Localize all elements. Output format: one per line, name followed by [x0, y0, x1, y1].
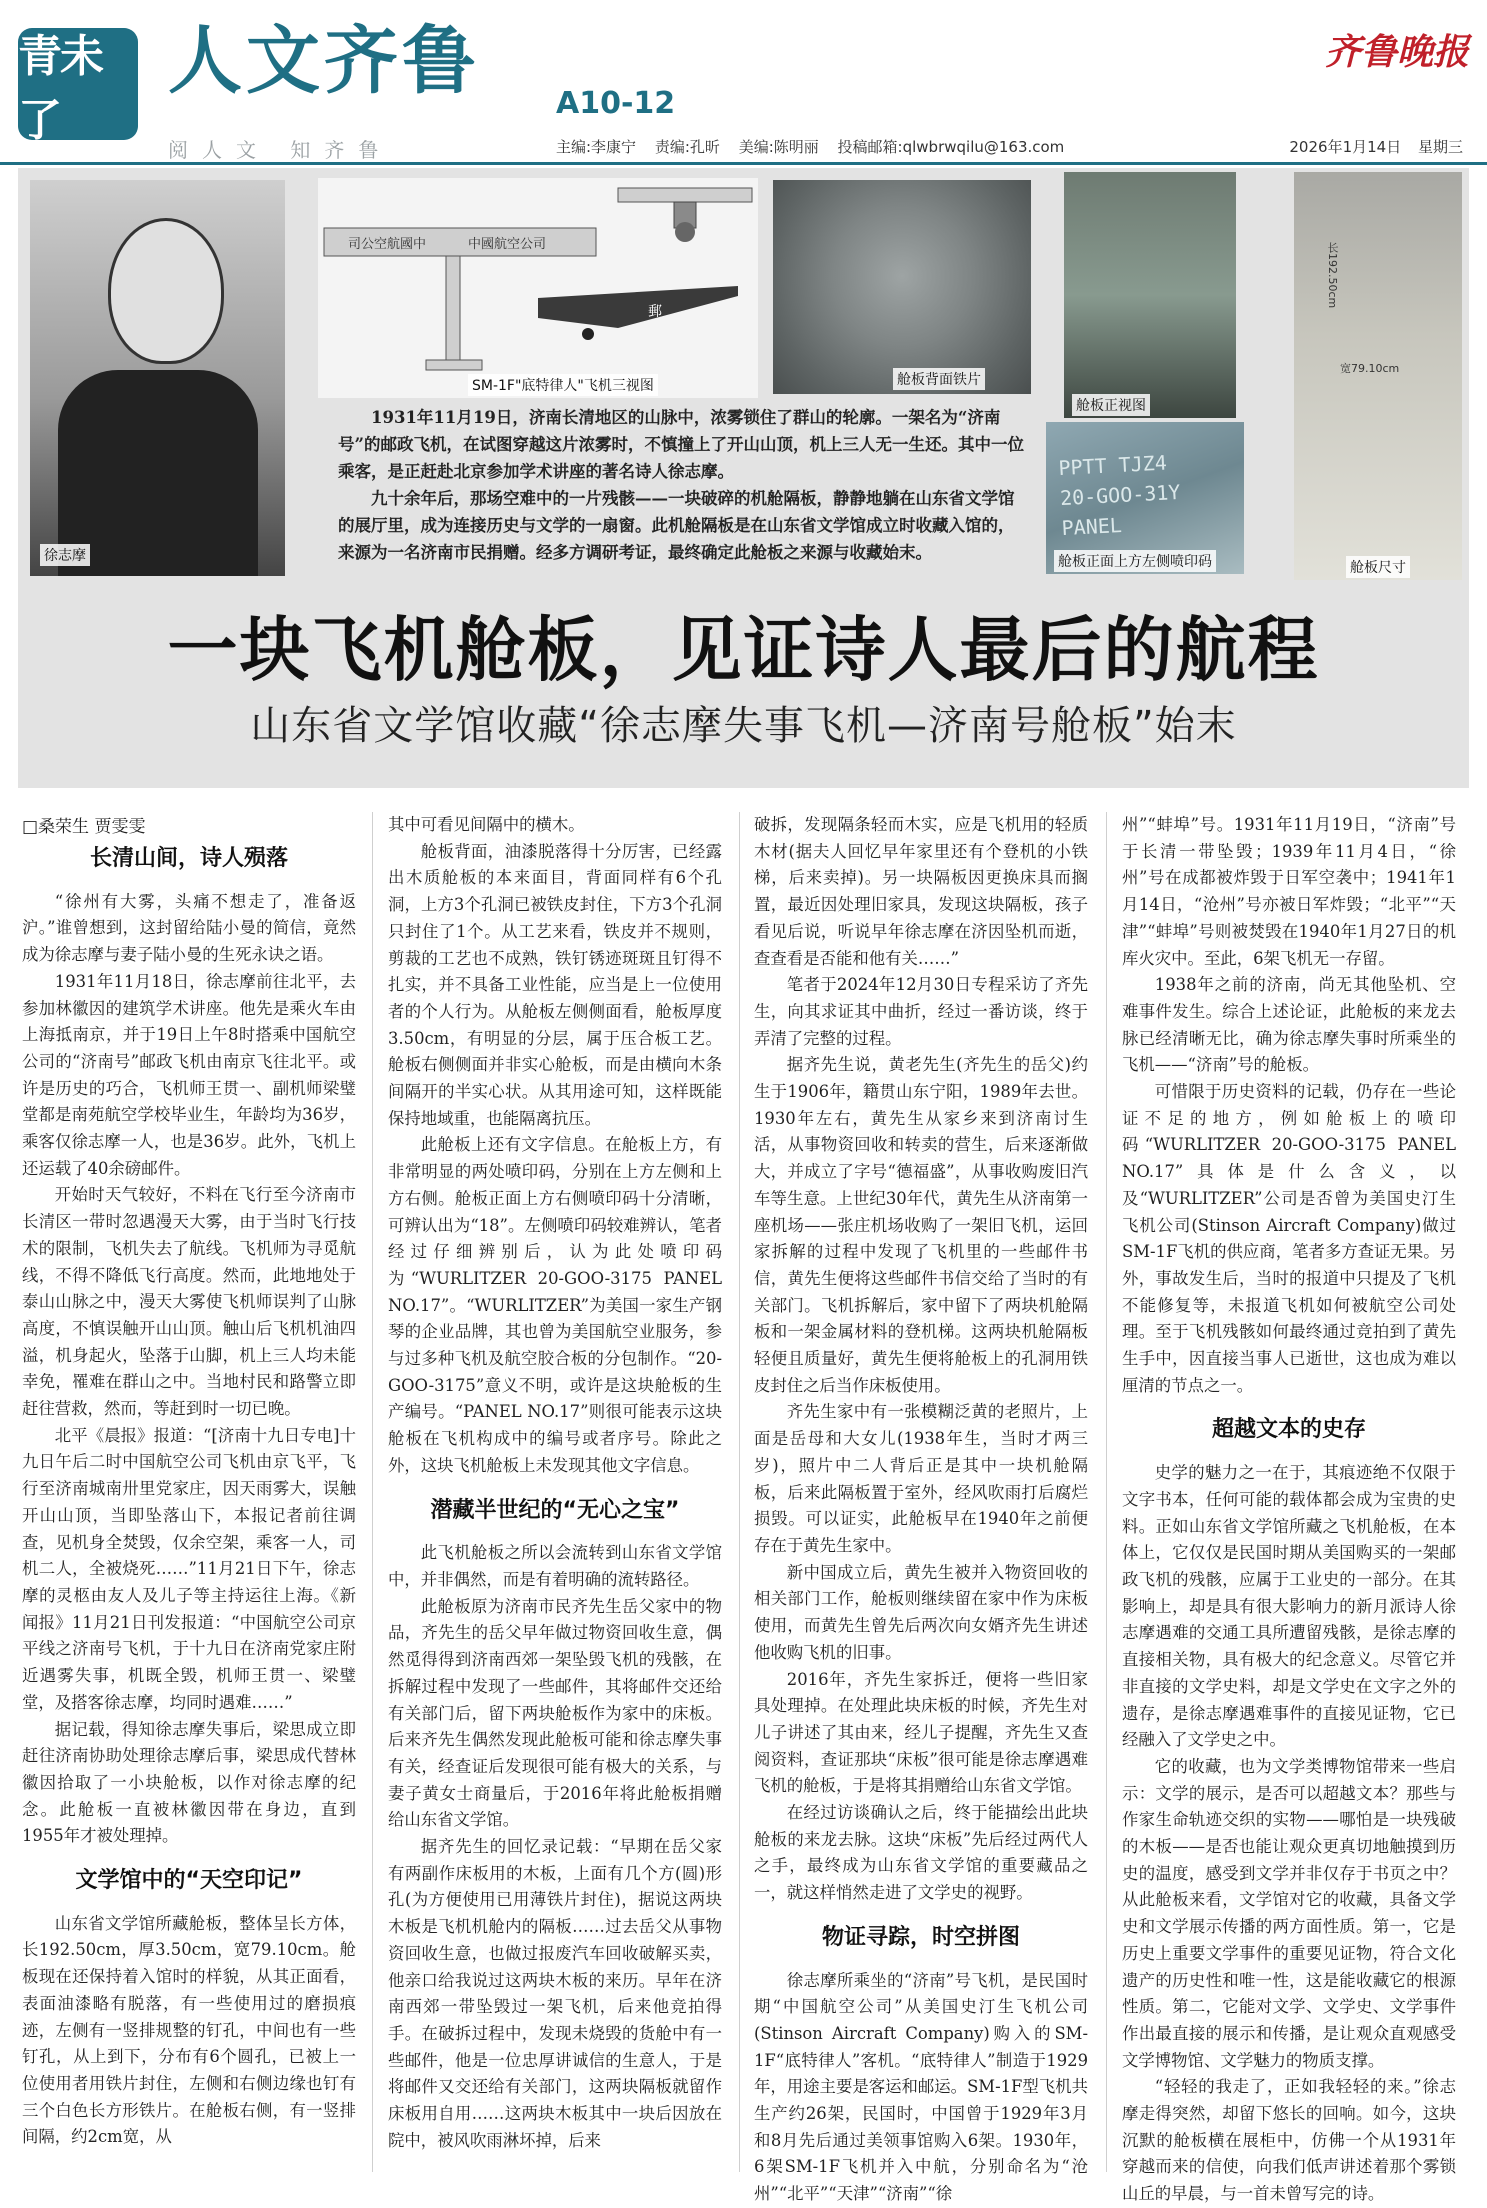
banner-intro [338, 404, 1028, 566]
section-heading: 文学馆中的“天空印记” [75, 1868, 303, 1894]
caption-front: 舱板正视图 [1072, 394, 1150, 416]
body-paragraph: 1931年11月18日，徐志摩前往北平，去参加林徽因的建筑学术讲座。他先是乘火车由上海抵南京，并于19日上午8时搭乘中国航空公司的“济南号”邮政飞机由南京飞往北平。或许是历史的巧合，飞机师王贯一、副机师梁璧堂都是南苑航空学校毕业生，年龄均为36岁，乘客仅徐志摩一人，也是36岁。此外，飞机上还运载了40余磅邮件。 [22, 971, 356, 1178]
stamp-line-3: PANEL [1061, 512, 1123, 541]
body-paragraph: 笔者于2024年12月30日专程采访了齐先生，向其求证其中曲折，经过一番访谈，终于弄清了完整的过程。 [754, 975, 1088, 1048]
plate-back-photo [773, 180, 1031, 394]
size-length: 长192.50cm [1326, 242, 1339, 309]
column-rule [372, 812, 373, 2172]
column-logo [18, 28, 138, 146]
plate-front-photo [1064, 172, 1236, 418]
stamp-code-text [1058, 447, 1183, 543]
body-paragraph: 新中国成立后，黄先生被并入物资回收的相关部门工作，舱板则继续留在家中作为床板使用，而黄先生曾先后两次向女婿齐先生讲述他收购飞机的旧事。 [754, 1562, 1088, 1662]
body-paragraph: 此舱板上还有文字信息。在舱板上方，有非常明显的两处喷印码，分别在上方左侧和上方右侧。舱板正面上方右侧喷印码十分清晰，可辨认出为“18”。左侧喷印码较难辨认，笔者经过仔细辨别后，认为此处喷印码为“WURLITZER 20-GOO-3175 PANEL NO.17”。“WURLITZER”为美国一家生产钢琴的企业品牌，其也曾为美国航空业服务，参与过多种飞机及航空胶合板的分包制作。“20-GOO-3175”意义不明，或许是这块舱板的生产编号。“PANEL NO.17”则很可能表示这块舱板在飞机构成中的编号或者序号。除此之外，这块飞机舱板上未发现其他文字信息。 [388, 1135, 722, 1475]
section-title: 人文齐鲁 [168, 18, 480, 104]
caption-size: 舱板尺寸 [1346, 556, 1410, 578]
caption-plate-back: 舱板背面铁片 [893, 368, 985, 390]
body-paragraph: 它的收藏，也为文学类博物馆带来一些启示：文学的展示，是否可以超越文本？那些与作家生命轨迹交织的实物——哪怕是一块残破的木板——是否也能让观众更真切地触摸到历史的温度，感受到文学并非仅存于书页之中？从此舱板来看，文学馆对它的收藏，具备文学史和文学展示传播的两方面性质。第一，它是历史上重要文学事件的重要见证物，符合文化遗产的历史性和唯一性，这是能收藏它的根源性质。第二，它能对文学、文学史、文学事件作出最直接的展示和传播，是让观众直观感受文学博物馆、文学魅力的物质支撑。 [1122, 1756, 1456, 2070]
plane-side-view [538, 286, 738, 328]
intro-paragraph: 九十余年后，那场空难中的一片残骸——一块破碎的机舱隔板，静静地躺在山东省文学馆的展厅里，成为连接历史与文学的一扇窗。此机舱隔板是在山东省文学馆成立时收藏入馆的，来源为一名济南市民捐赠。经多方调研考证，最终确定此舱板之来源与收藏始末。 [338, 489, 1015, 562]
column-rule [739, 812, 740, 2172]
headline: 一块飞机舱板，见证诗人最后的航程 [167, 608, 1320, 691]
body-paragraph: 其中可看见间隔中的横木。 [388, 815, 585, 834]
section-heading: 潜藏半世纪的“无心之宝” [430, 1497, 680, 1523]
body-paragraph: 徐志摩所乘坐的“济南”号飞机，是民国时期“中国航空公司”从美国史汀生飞机公司(Stinson Aircraft Company)购入的SM-1F“底特律人”客机。“底特律人”制造于1929年，用途主要是客运和邮运。SM-1F型飞机共生产约26架，民国时，中国曾于1929年3月和8月先后通过美领事馆购入6架。1930年，6架SM-1F飞机并入中航，分别命名为“沧州”“北平”“天津”“济南”“徐 [754, 1970, 1088, 2204]
body-paragraph: 此飞机舱板之所以会流转到山东省文学馆中，并非偶然，而是有着明确的流转路径。 [388, 1543, 722, 1589]
size-width: 宽79.10cm [1340, 362, 1400, 375]
column-4 [1122, 812, 1456, 2208]
plane-drawing [318, 178, 758, 398]
art-editor: 美编:陈明丽 [738, 138, 819, 156]
column-logo-text: 青未了 [18, 31, 102, 146]
body-paragraph: 可惜限于历史资料的记载，仍存在一些论证不足的地方，例如舱板上的喷印码“WURLITZER 20-GOO-3175 PANEL NO.17”具体是什么含义，以及“WURLITZER”公司是否曾为美国史汀生飞机公司(Stinson Aircraft Company)做过SM-1F飞机的供应商，笔者多方查证无果。另外，事故发生后，当时的报道中只提及了飞机不能修复等，未报道飞机如何被航空公司处理。至于飞机残骸如何最终通过竞拍到了黄先生手中，因直接当事人已逝世，这也成为难以厘清的节点之一。 [1122, 1082, 1456, 1395]
editor: 主编:李康宁 [556, 138, 637, 156]
body-paragraph: 破拆，发现隔条轻而木实，应是飞机用的轻质木材(据夫人回忆早年家里还有个登机的小铁梯，后来卖掉)。另一块隔板因更换床具而搁置，最近因处理旧家具，发现这块隔板，孩子看见后说，听说早年徐志摩在济因坠机而逝，查查看是否能和他有关……” [754, 815, 1088, 968]
body-paragraph: 山东省文学馆所藏舱板，整体呈长方体，长192.50cm，厚3.50cm，宽79.10cm。舱板现在还保持着入馆时的样貌，从其正面看，表面油漆略有脱落，有一些使用过的磨损痕迹，左侧有一竖排规整的钉孔，中间也有一些钉孔，从上到下，分布有6个圆孔，已被上一位使用者用铁片封住，左侧和右侧边缘也钉有三个白色长方形铁片。在舱板右侧，有一竖排间隔，约2cm宽，从 [22, 1913, 356, 2147]
body-paragraph: 舱板背面，油漆脱落得十分厉害，已经露出木质舱板的本来面目，背面同样有6个孔洞，上方3个孔洞已被铁皮封住，下方3个孔洞只封住了1个。从工艺来看，铁皮并不规则，剪裁的工艺也不成熟，铁钉锈迹斑斑且钉得不扎实，并不具备工业性能，应当是上一位使用者的个人行为。从舱板左侧侧面看，舱板厚度3.50cm，有明显的分层，属于压合板工艺。舱板右侧侧面并非实心舱板，而是由横向木条间隔开的半实心状。从其用途可知，这样既能保持地域重，也能隔离抗压。 [388, 841, 722, 1128]
body-paragraph: 州”“蚌埠”号。1931年11月19日，“济南”号于长清一带坠毁；1939年11月4日，“徐州”号在成都被炸毁于日军空袭中；1941年1月14日，“沧州”号亦被日军炸毁；“北平”“天津”“蚌埠”号则被焚毁在1940年1月27日的机库火灾中。至此，6架飞机无一存留。 [1122, 815, 1456, 968]
wing-front-view [618, 188, 752, 202]
section-heading: 超越文本的史存 [1211, 1417, 1366, 1443]
caption-plane: SM-1F"底特律人"飞机三视图 [468, 374, 658, 396]
stamp-code-photo [1046, 422, 1244, 574]
body-paragraph: 2016年，齐先生家拆迁，便将一些旧家具处理掉。在处理此块床板的时候，齐先生对儿子讲述了其由来，经儿子提醒，齐先生又查阅资料，查证那块“床板”很可能是徐志摩遇难飞机的舱板，于是将其捐赠给山东省文学馆。 [754, 1669, 1088, 1796]
caption-stamp: 舱板正面上方左侧喷印码 [1054, 550, 1216, 572]
wing-text-b: 中國航空公司 [468, 237, 547, 252]
subheadline: 山东省文学馆收藏“徐志摩失事飞机—济南号舱板”始末 [250, 703, 1237, 749]
body-paragraph: “轻轻的我走了，正如我轻轻的来。”徐志摩走得突然，却留下悠长的回响。如今，这块沉默的舱板横在展柜中，仿佛一个从1931年穿越而来的信使，向我们低声讲述着那个雾锁山丘的早晨，与一首未曾写完的诗。 [1122, 2077, 1456, 2204]
wheel-side-view [582, 328, 594, 340]
engine-front-view [675, 222, 695, 242]
body-paragraph: 在经过访谈确认之后，终于能描绘出此块舱板的来龙去脉。这块“床板”先后经过两代人之手，最终成为山东省文学馆的重要藏品之一，就这样悄然走进了文学史的视野。 [754, 1803, 1088, 1903]
body-paragraph: 开始时天气较好，不料在飞行至今济南市长清区一带时忽遇漫天大雾，由于当时飞行技术的限制，飞机失去了航线。飞机师为寻觅航线，不得不降低飞行高度。然而，此地地处于泰山山脉之中，漫天大雾使飞机师误判了山脉高度，不慎误触开山山顶。触山后飞机机油四溢，机身起火，坠落于山脚，机上三人均未能幸免，罹难在群山之中。当地村民和路警立即赶往营救，然而，等赶到时一切已晚。 [22, 1185, 356, 1419]
duty-editor: 责编:孔昕 [654, 138, 720, 156]
section-heading: 长清山间，诗人殒落 [89, 846, 288, 871]
section-slogan: 阅人文 知齐鲁 [168, 138, 393, 162]
body-paragraph: “徐州有大雾，头痛不想走了，准备返沪。”谁曾想到，这封留给陆小曼的简信，竟然成为徐志摩与妻子陆小曼的生死永诀之语。 [22, 891, 356, 965]
caption-portrait: 徐志摩 [40, 544, 90, 566]
wing-text-a: 司公空航國中 [348, 237, 427, 252]
issue-date [1277, 136, 1463, 157]
page-number: A10-12 [556, 86, 676, 121]
body-paragraph: 据齐先生的回忆录记载：“早期在岳父家有两副作床板用的木板，上面有几个方(圆)形孔(为方便使用已用薄铁片封住)，据说这两块木板是飞机机舱内的隔板……过去岳父从事物资回收生意，也做过报废汽车回收破解买卖，他亲口给我说过这两块木板的来历。早年在济南西郊一带坠毁过一架飞机，后来他竞拍得手。在破拆过程中，发现未烧毁的货舱中有一些邮件，他是一位忠厚讲诚信的生意人，于是将邮件又交还给有关部门，这两块隔板就留作床板用自用……这两块木板其中一块后因放在院中，被风吹雨淋坏掉，后来 [388, 1837, 722, 2150]
stamp-line-1: PPTT TJZ4 [1057, 450, 1168, 481]
portrait-head-shape [108, 218, 224, 364]
fuselage-top-view [446, 256, 460, 366]
body-paragraph: 1938年之前的济南，尚无其他坠机、空难事件发生。综合上述论证，此舱板的来龙去脉已经清晰无比，确为徐志摩失事时所乘坐的飞机——“济南”号的舱板。 [1122, 975, 1456, 1075]
plane-three-view [318, 178, 758, 398]
body-paragraph: 据齐先生说，黄老先生(齐先生的岳父)约生于1906年，籍贯山东宁阳，1989年去世。1930年左右，黄先生从家乡来到济南讨生活，从事物资回收和转卖的营生，后来逐渐做大，并成立了字号“德福盛”，从事收购废旧汽车等生意。上世纪30年代，黄先生从济南第一座机场——张庄机场收购了一架旧飞机，运回家拆解的过程中发现了飞机里的一些邮件书信，黄先生便将这些邮件书信交给了当时的有关部门。飞机拆解后，家中留下了两块机舱隔板和一架金属材料的登机梯。这两块机舱隔板轻便且质量好，黄先生便将舱板上的孔洞用铁皮封住之后当作床板使用。 [754, 1055, 1088, 1395]
body-paragraph: 此舱板原为济南市民齐先生岳父家中的物品，齐先生的岳父早年做过物资回收生意，偶然觅得得到济南西郊一架坠毁飞机的残骸，在拆解过程中发现了一些邮件，其将邮件交还给有关部门后，留下两块舱板作为家中的床板。后来齐先生偶然发现此舱板可能和徐志摩失事有关，经查证后发现很可能有极大的关系，与妻子黄女士商量后，于2016年将此舱板捐赠给山东省文学馆。 [388, 1596, 722, 1830]
newspaper-name: 齐鲁晚报 [1324, 31, 1469, 73]
section-heading: 物证寻踪，时空拼图 [821, 1924, 1020, 1950]
column-rule [1106, 812, 1107, 2172]
intro-paragraph: 1931年11月19日，济南长清地区的山脉中，浓雾锁住了群山的轮廓。一架名为“济南号”的邮政飞机，在试图穿越这片浓雾时，不慎撞上了开山山顶，机上三人无一生还。其中一位乘客，是正赶赴北京参加学术讲座的著名诗人徐志摩。 [338, 408, 1024, 481]
stamp-line-2: 20-GOO-31Y [1059, 479, 1181, 511]
tail-top-view [426, 360, 482, 370]
body-paragraph: 齐先生家中有一张模糊泛黄的老照片，上面是岳母和大女儿(1938年生，当时才两三岁)，照片中二人背后正是其中一块机舱隔板，后来此隔板置于室外，经风吹雨打后腐烂损毁。可以证实，此舱板早在1940年之前便存在于黄先生家中。 [754, 1402, 1088, 1555]
column-2 [388, 812, 722, 2154]
weekday: 星期三 [1417, 138, 1463, 156]
body-paragraph: 史学的魅力之一在于，其痕迹绝不仅限于文字书本，任何可能的载体都会成为宝贵的史料。正如山东省文学馆所藏之飞机舱板，在本体上，它仅仅是民国时期从美国购买的一架邮政飞机的残骸，应属于工业史的一部分。在其影响上，却是具有很大影响力的新月派诗人徐志摩遇难的交通工具所遭留残骸，是徐志摩的直接相关物，具有极大的纪念意义。尽管它并非直接的文学史料，却是文学史在文字之外的遗存，是徐志摩遇难事件的直接见证物，它已经融入了文学史之中。 [1122, 1463, 1456, 1750]
date: 2026年1月14日 [1289, 138, 1402, 156]
submission-email: 投稿邮箱:qlwbrwqilu@163.com [837, 138, 1065, 156]
column-1 [22, 846, 356, 2151]
plane-mark: 郵 [648, 304, 662, 320]
column-3 [754, 812, 1088, 2208]
plate-size-photo [1294, 172, 1462, 580]
masthead-rule [0, 162, 1487, 165]
body-paragraph: 据记载，得知徐志摩失事后，梁思成立即赶往济南协助处理徐志摩后事，梁思成代替林徽因拾取了一小块舱板，以作对徐志摩的纪念。此舱板一直被林徽因带在身边，直到1955年才被处理掉。 [22, 1719, 356, 1846]
byline: □桑荣生 贾雯雯 [22, 817, 146, 837]
portrait-photo [30, 180, 285, 576]
feature-banner [18, 168, 1469, 788]
editorial-credits [556, 136, 1078, 157]
body-paragraph: 北平《晨报》报道：“[济南十九日专电]十九日午后二时中国航空公司飞机由京飞平，飞行至济南城南卅里党家庄，因天雨雾大，误触开山山顶，当即坠落山下，本报记者前往调查，见机身全焚毁，仅余空架，乘客一人，司机二人，全被烧死……”11月21日下午，徐志摩的灵柩由友人及儿子等主持运往上海。《新闻报》11月21日刊发报道：“中国航空公司京平线之济南号飞机，于十九日在济南党家庄附近遇雾失事，机既全毁，机师王贯一、梁璧堂，及搭客徐志摩，均同时遇难……” [22, 1425, 356, 1712]
